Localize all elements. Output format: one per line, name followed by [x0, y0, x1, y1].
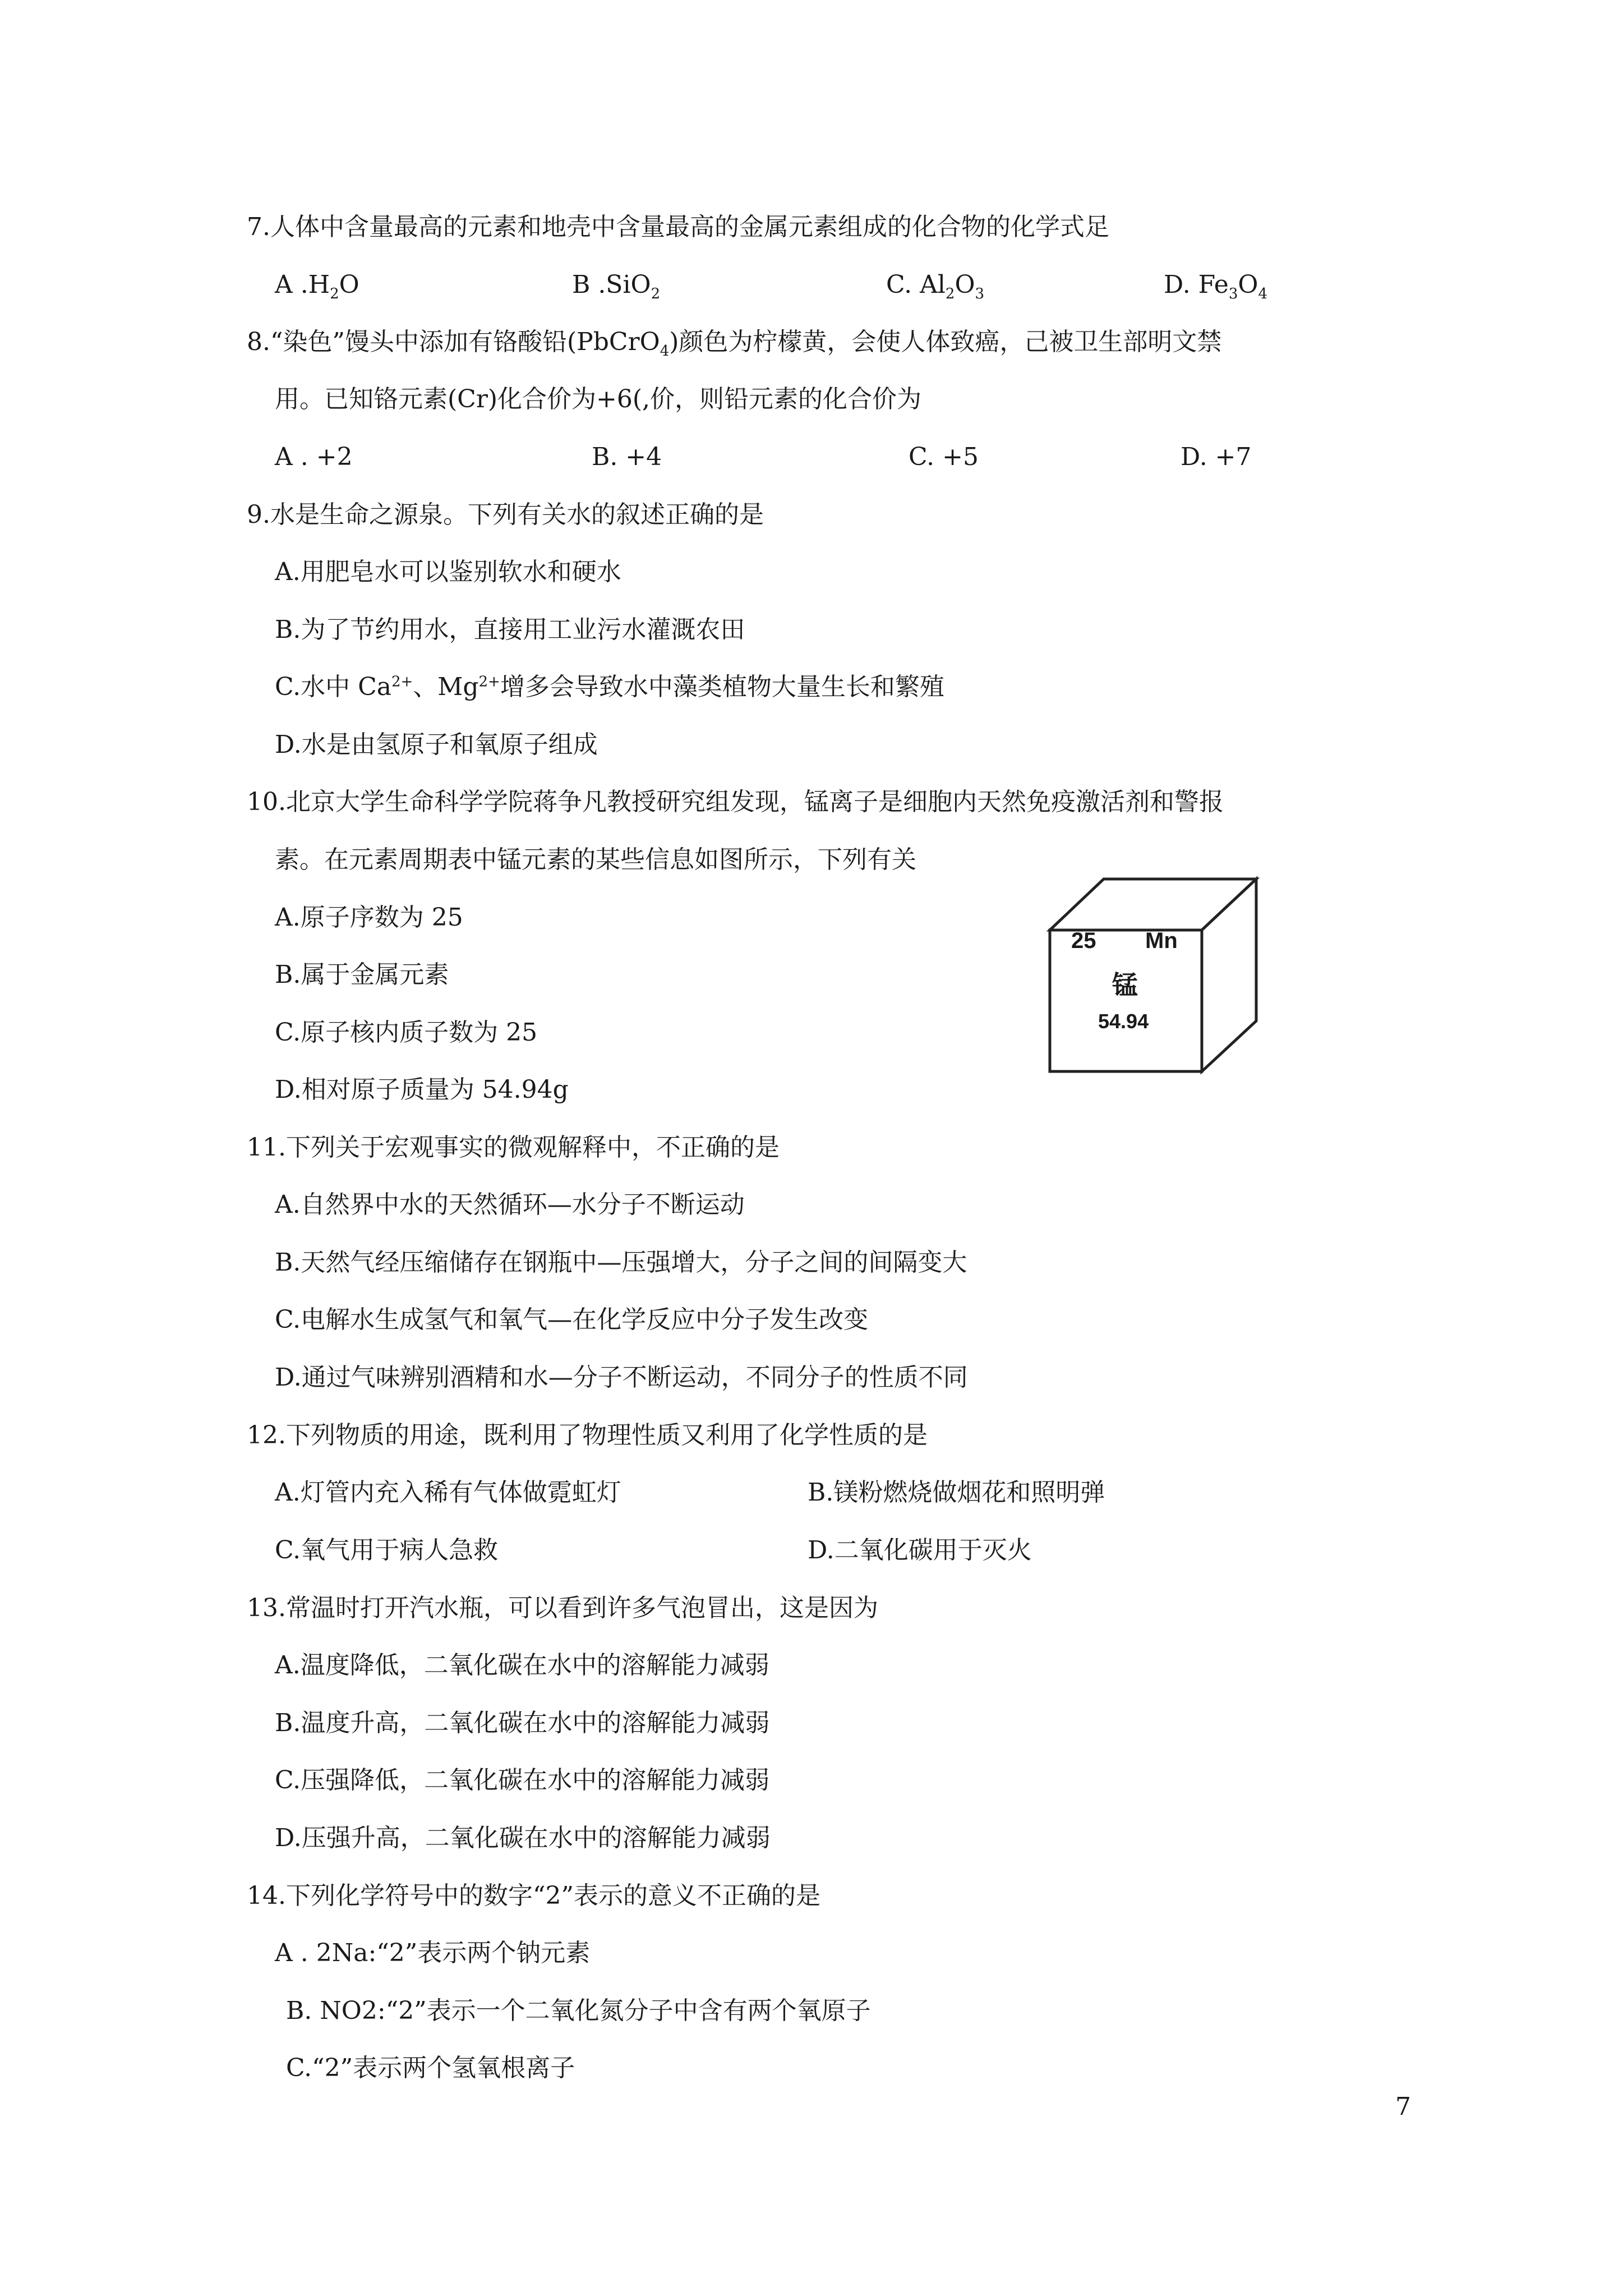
q7-option-c: [886, 268, 984, 302]
element-symbol: Mn: [1145, 928, 1178, 953]
q7-d-sub1: 3: [1228, 285, 1238, 302]
q10-stem2-text: 素。在元素周期表中锰元素的某些信息如图所示，下列有关: [275, 845, 916, 874]
q8-option-c: C. +5: [909, 443, 979, 471]
q7-c-text: C. Al: [886, 270, 946, 299]
q11-option-a: A.自然界中水的天然循环—水分子不断运动: [275, 1190, 745, 1219]
q9-stem: 9.水是生命之源泉。下列有关水的叙述正确的是: [247, 500, 764, 529]
q8-option-d: D. +7: [1181, 443, 1252, 471]
q12-stem: 12.下列物质的用途，既利用了物理性质又利用了化学性质的是: [247, 1421, 928, 1450]
q13-option-d: D.压强升高，二氧化碳在水中的溶解能力减弱: [275, 1824, 771, 1852]
q10-stem-line2: [275, 843, 1011, 877]
q7-d-text: D. Fe: [1164, 270, 1229, 299]
q9-c-sup1: 2+: [391, 673, 413, 691]
page-number: 7: [1395, 2092, 1411, 2121]
q11-option-c: C.电解水生成氢气和氧气—在化学反应中分子发生改变: [275, 1305, 869, 1334]
q12-option-d: D.二氧化碳用于灭火: [808, 1536, 1032, 1565]
q7-d-sub2: 4: [1258, 285, 1268, 302]
q8-stem-line2: 用。已知铬元素(Cr)化合价为+6(,价，则铅元素的化合价为: [275, 385, 922, 413]
q12-option-c: C.氧气用于病人急救: [275, 1536, 499, 1565]
q8-stem-pre: 8.“染色”馒头中添加有铬酸铅(PbCrO: [247, 328, 660, 356]
q10-option-c: C.原子核内质子数为 25: [275, 1018, 538, 1047]
q7-a-sub: 2: [330, 285, 339, 302]
q7-a-text: A .H: [275, 270, 330, 299]
q9-c-pre: C.水中 Ca: [275, 673, 391, 701]
q11-option-d: D.通过气味辨别酒精和水—分子不断运动，不同分子的性质不同: [275, 1363, 968, 1392]
q7-c-sub2: 3: [975, 285, 985, 302]
q12-option-a: A.灯管内充入稀有气体做霓虹灯: [275, 1478, 621, 1507]
q9-c-sup2: 2+: [478, 673, 500, 691]
q13-option-c: C.压强降低，二氧化碳在水中的溶解能力减弱: [275, 1766, 770, 1795]
q9-option-b: B.为了节约用水，直接用工业污水灌溉农田: [275, 615, 745, 644]
q7-option-a: [275, 268, 359, 302]
q8-stem-sub: 4: [660, 342, 670, 360]
q8-option-a: A . +2: [275, 443, 353, 471]
q11-stem: 11.下列关于宏观事实的微观解释中，不正确的是: [247, 1133, 780, 1162]
q8-option-b: B. +4: [592, 443, 662, 471]
q13-option-a: A.温度降低，二氧化碳在水中的溶解能力减弱: [275, 1651, 769, 1680]
q9-c-mid: 、Mg: [413, 673, 479, 701]
q7-b-text: B .SiO: [572, 270, 651, 299]
q8-stem-post: )颜色为柠檬黄，会使人体致癌，己被卫生部明文禁: [669, 328, 1222, 356]
q10-option-d: D.相对原子质量为 54.94g: [275, 1075, 569, 1104]
q7-c-mid: O: [955, 270, 975, 299]
q7-option-d: [1164, 268, 1267, 302]
q11-option-b: B.天然气经压缩储存在钢瓶中—压强增大，分子之间的间隔变大: [275, 1248, 967, 1277]
element-atomic-number: 25: [1071, 928, 1096, 953]
q8-stem: [247, 325, 1221, 359]
q7-c-sub1: 2: [945, 285, 955, 302]
q10-stem: 10.北京大学生命科学学院蒋争凡教授研究组发现，锰离子是细胞内天然免疫激活剂和警报: [247, 788, 1224, 816]
q10-option-a: A.原子序数为 25: [275, 903, 463, 932]
q14-option-c: C.“2”表示两个氢氧根离子: [286, 2054, 575, 2082]
q9-option-a: A.用肥皂水可以鉴别软水和硬水: [275, 558, 621, 586]
element-name: 锰: [1112, 970, 1138, 1000]
q9-c-post: 增多会导致水中藻类植物大量生长和繁殖: [500, 673, 944, 701]
q10-option-b: B.属于金属元素: [275, 960, 449, 989]
q9-option-c: [275, 670, 944, 704]
element-cube-figure: [1043, 872, 1267, 1077]
q13-option-b: B.温度升高，二氧化碳在水中的溶解能力减弱: [275, 1709, 770, 1737]
q9-option-d: D.水是由氢原子和氧原子组成: [275, 730, 598, 759]
q7-d-mid: O: [1238, 270, 1258, 299]
q14-stem: 14.下列化学符号中的数字“2”表示的意义不正确的是: [247, 1881, 820, 1910]
q13-stem: 13.常温时打开汽水瓶，可以看到许多气泡冒出，这是因为: [247, 1594, 878, 1622]
q7-stem: 7.人体中含量最高的元素和地壳中含量最高的金属元素组成的化合物的化学式足: [247, 213, 1109, 241]
q7-b-sub: 2: [651, 285, 661, 302]
element-atomic-mass: 54.94: [1098, 1010, 1149, 1033]
q14-option-a: A . 2Na:“2”表示两个钠元素: [275, 1939, 591, 1967]
q7-option-b: [572, 268, 660, 302]
q12-option-b: B.镁粉燃烧做烟花和照明弹: [808, 1478, 1105, 1507]
q14-option-b: B. NO2:“2”表示一个二氧化氮分子中含有两个氧原子: [286, 1996, 871, 2025]
q7-a-post: O: [339, 270, 359, 299]
